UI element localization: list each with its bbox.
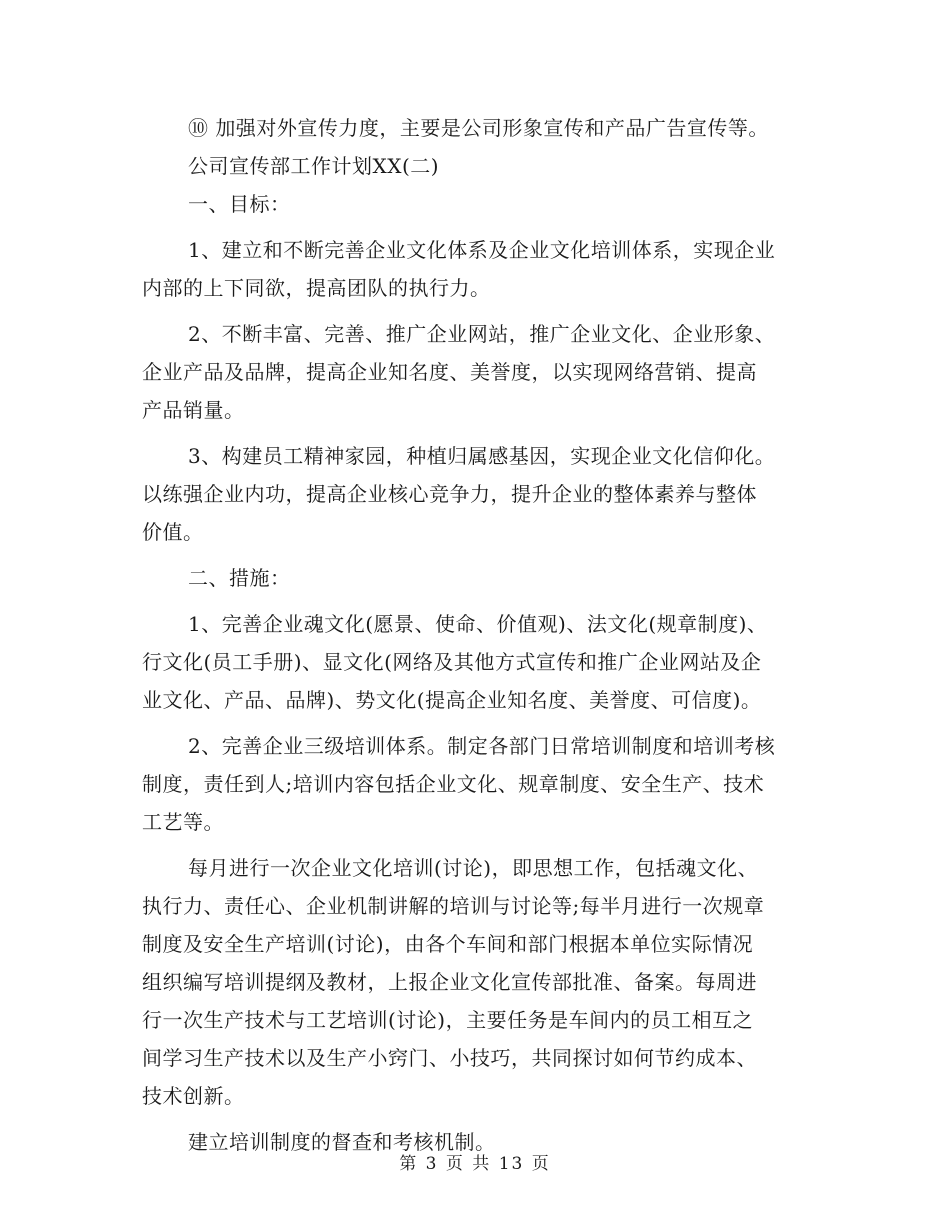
paragraph-line: 技术创新。 — [142, 1084, 245, 1108]
heading-measures: 二、措施： — [188, 566, 291, 590]
paragraph-line: 制度，责任到人;培训内容包括企业文化、规章制度、安全生产、技术 — [142, 772, 765, 796]
paragraph-line: 2、完善企业三级培训体系。制定各部门日常培训制度和培训考核 — [188, 734, 776, 758]
page-number-footer: 第 3 页 共 13 页 — [399, 1154, 551, 1174]
paragraph-line: 以练强企业内功，提高企业核心竞争力，提升企业的整体素养与整体 — [142, 482, 757, 506]
paragraph-line: 1、建立和不断完善企业文化体系及企业文化培训体系，实现企业 — [188, 238, 776, 262]
document-body — [142, 109, 808, 1161]
paragraph-line: 组织编写培训提纲及教材，上报企业文化宣传部批准、备案。每周进 — [142, 970, 757, 994]
paragraph-line: 间学习生产技术以及生产小窍门、小技巧，共同探讨如何节约成本、 — [142, 1046, 757, 1070]
section-title: 公司宣传部工作计划XX(二) — [188, 154, 440, 178]
paragraph-line: 内部的上下同欲，提高团队的执行力。 — [142, 276, 491, 300]
paragraph-line: 3、构建员工精神家园，种植归属感基因，实现企业文化信仰化。 — [188, 444, 776, 468]
paragraph-line: 业文化、产品、品牌)、势文化(提高企业知名度、美誉度、可信度)。 — [142, 688, 762, 712]
paragraph-line: ⑩ 加强对外宣传力度，主要是公司形象宣传和产品广告宣传等。 — [188, 116, 769, 140]
paragraph-line: 2、不断丰富、完善、推广企业网站，推广企业文化、企业形象、 — [188, 322, 776, 346]
paragraph-line: 每月进行一次企业文化培训(讨论)，即思想工作，包括魂文化、 — [188, 856, 759, 880]
paragraph-line: 执行力、责任心、企业机制讲解的培训与讨论等;每半月进行一次规章 — [142, 894, 765, 918]
paragraph-line: 价值。 — [142, 520, 204, 544]
paragraph-line: 工艺等。 — [142, 810, 224, 834]
paragraph-line: 行一次生产技术与工艺培训(讨论)，主要任务是车间内的员工相互之 — [142, 1008, 754, 1032]
heading-goals: 一、目标： — [188, 192, 291, 216]
paragraph-line: 1、完善企业魂文化(愿景、使命、价值观)、法文化(规章制度)、 — [188, 612, 768, 636]
paragraph-line: 产品销量。 — [142, 398, 245, 422]
paragraph-line: 建立培训制度的督查和考核机制。 — [188, 1130, 496, 1154]
paragraph-line: 企业产品及品牌，提高企业知名度、美誉度，以实现网络营销、提高 — [142, 360, 757, 384]
paragraph-line: 行文化(员工手册)、显文化(网络及其他方式宣传和推广企业网站及企 — [142, 650, 762, 674]
paragraph-line: 制度及安全生产培训(讨论)，由各个车间和部门根据本单位实际情况 — [142, 932, 754, 956]
